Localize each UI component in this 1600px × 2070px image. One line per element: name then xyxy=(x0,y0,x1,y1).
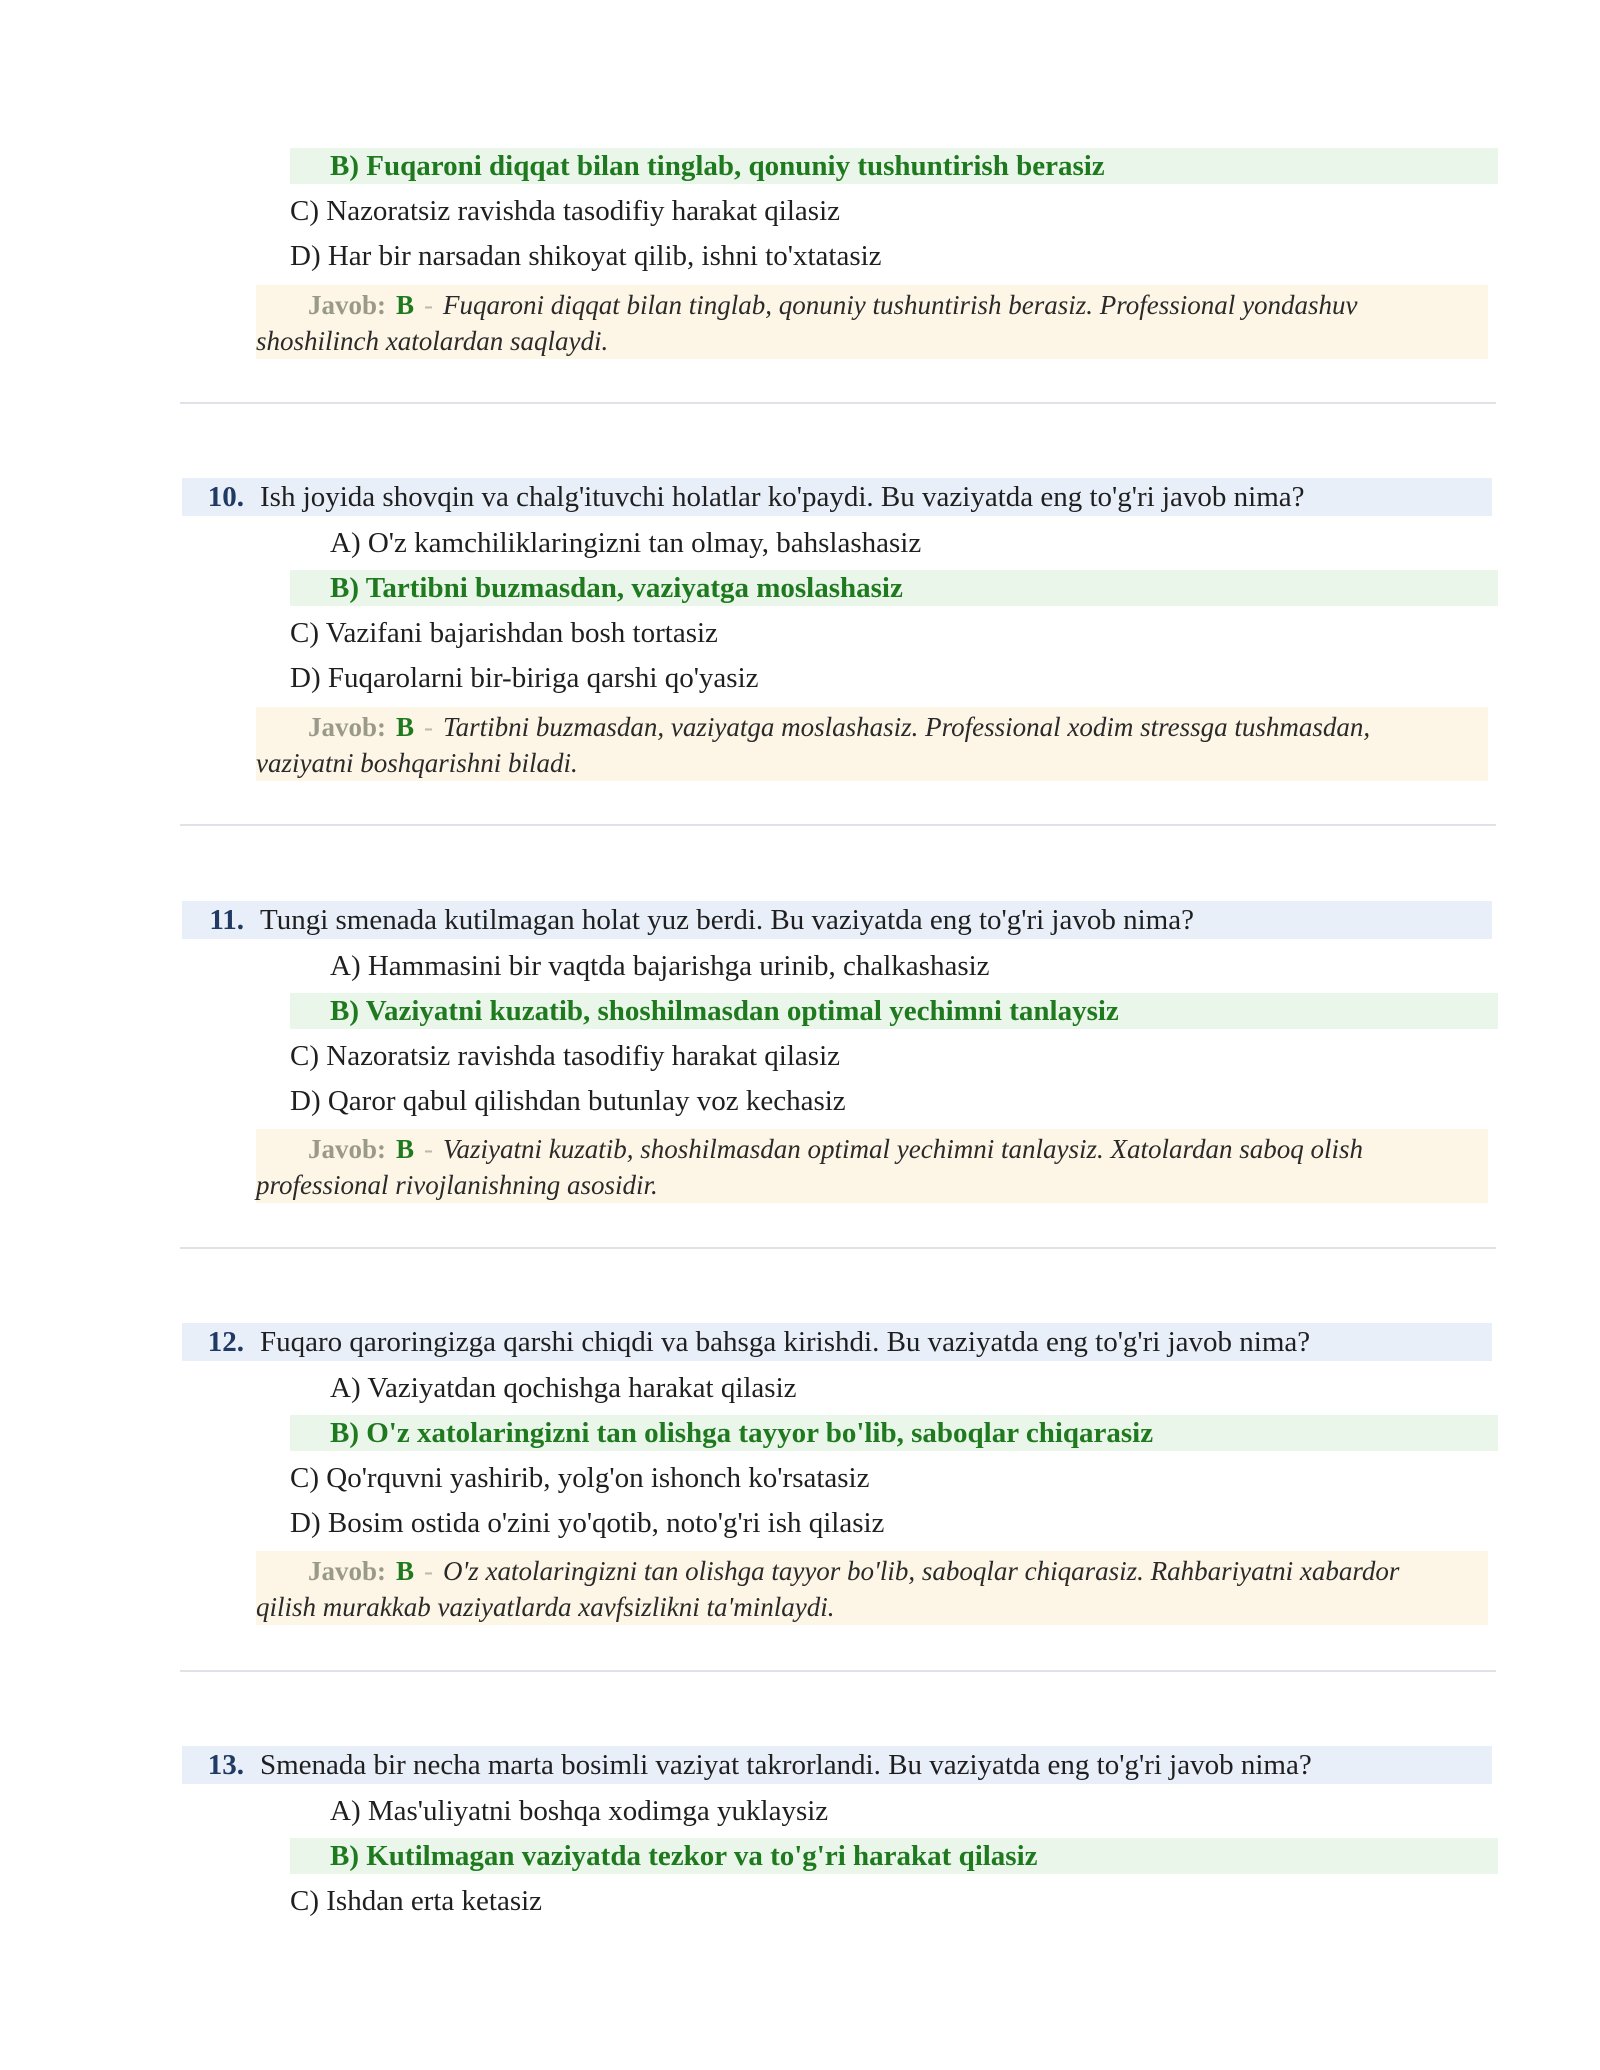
question-number: 12. xyxy=(207,1326,244,1358)
question-number: 13. xyxy=(207,1749,244,1781)
option xyxy=(290,1083,1498,1119)
divider xyxy=(180,402,1496,404)
option-text: C) Vazifani bajarishdan bosh tortasiz xyxy=(290,617,718,649)
option-text: D) Fuqarolarni bir-biriga qarshi qo'yasiz xyxy=(290,662,759,694)
answer-dash: - xyxy=(424,1134,434,1164)
option xyxy=(290,660,1498,696)
option-text: D) Bosim ostida o'zini yo'qotib, noto'g'ri ish qilasiz xyxy=(290,1507,885,1539)
divider xyxy=(180,824,1496,826)
divider xyxy=(180,1247,1496,1249)
option-correct xyxy=(290,1415,1498,1451)
option-text: A) Hammasini bir vaqtda bajarishga urinib, chalkashasiz xyxy=(330,950,990,982)
option-text: A) Vaziyatdan qochishga harakat qilasiz xyxy=(330,1372,797,1404)
answer-dash: - xyxy=(424,712,434,742)
question-number: 11. xyxy=(209,904,244,936)
option-text: A) O'z kamchiliklaringizni tan olmay, bahslashasiz xyxy=(330,527,922,559)
option-text: D) Har bir narsadan shikoyat qilib, ishni to'xtatasiz xyxy=(290,240,882,272)
option xyxy=(290,1505,1498,1541)
option-text: B) O'z xatolaringizni tan olishga tayyor bo'lib, saboqlar chiqarasiz xyxy=(330,1417,1154,1449)
option xyxy=(290,525,1498,561)
option xyxy=(290,948,1498,984)
answer-explanation-line2: professional rivojlanishning asosidir. xyxy=(256,1170,658,1200)
option xyxy=(290,1370,1498,1406)
answer-explanation-line1: Tartibni buzmasdan, vaziyatga moslashasiz. Professional xodim stressga tushmasdan, xyxy=(443,712,1371,742)
answer-box xyxy=(256,1129,1488,1203)
answer-explanation-line2: qilish murakkab vaziyatlarda xavfsizlikni ta'minlaydi. xyxy=(256,1592,835,1622)
answer-letter: B xyxy=(396,1134,415,1164)
option-correct xyxy=(290,993,1498,1029)
question-text: Ish joyida shovqin va chalg'ituvchi holatlar ko'paydi. Bu vaziyatda eng to'g'ri javob nima? xyxy=(260,481,1305,513)
option-text: B) Kutilmagan vaziyatda tezkor va to'g'ri harakat qilasiz xyxy=(330,1840,1038,1872)
option-correct xyxy=(290,1838,1498,1874)
option xyxy=(290,238,1498,274)
answer-box xyxy=(256,1551,1488,1625)
answer-box xyxy=(256,285,1488,359)
answer-explanation-line2: vaziyatni boshqarishni biladi. xyxy=(256,748,578,778)
option xyxy=(290,615,1498,651)
answer-explanation-line1: O'z xatolaringizni tan olishga tayyor bo'lib, saboqlar chiqarasiz. Rahbariyatni xabardor xyxy=(443,1556,1400,1586)
option-text: B) Tartibni buzmasdan, vaziyatga moslashasiz xyxy=(330,572,903,604)
option xyxy=(290,1883,1498,1919)
answer-explanation-line1: Fuqaroni diqqat bilan tinglab, qonuniy tushuntirish berasiz. Professional yondashuv xyxy=(443,290,1358,320)
question-number: 10. xyxy=(207,481,244,513)
option-text: B) Fuqaroni diqqat bilan tinglab, qonuniy tushuntirish berasiz xyxy=(330,150,1105,182)
question-text: Tungi smenada kutilmagan holat yuz berdi. Bu vaziyatda eng to'g'ri javob nima? xyxy=(260,904,1194,936)
option-text: C) Nazoratsiz ravishda tasodifiy harakat qilasiz xyxy=(290,195,840,227)
option-text: A) Mas'uliyatni boshqa xodimga yuklaysiz xyxy=(330,1795,829,1827)
option xyxy=(290,1793,1498,1829)
answer-label: Javob: xyxy=(308,712,387,742)
option xyxy=(290,1460,1498,1496)
answer-dash: - xyxy=(424,290,434,320)
answer-label: Javob: xyxy=(308,1134,387,1164)
answer-explanation-line1: Vaziyatni kuzatib, shoshilmasdan optimal yechimni tanlaysiz. Xatolardan saboq olish xyxy=(443,1134,1364,1164)
answer-label: Javob: xyxy=(308,1556,387,1586)
question-11 xyxy=(182,901,1492,939)
option-text: C) Qo'rquvni yashirib, yolg'on ishonch ko'rsatasiz xyxy=(290,1462,870,1494)
option-text: C) Ishdan erta ketasiz xyxy=(290,1885,543,1917)
answer-label: Javob: xyxy=(308,290,387,320)
answer-letter: B xyxy=(396,712,415,742)
answer-letter: B xyxy=(396,1556,415,1586)
question-12 xyxy=(182,1323,1492,1361)
option-correct xyxy=(290,148,1498,184)
answer-box xyxy=(256,707,1488,781)
answer-explanation-line2: shoshilinch xatolardan saqlaydi. xyxy=(256,326,609,356)
option xyxy=(290,193,1498,229)
divider xyxy=(180,1670,1496,1672)
option-text: D) Qaror qabul qilishdan butunlay voz kechasiz xyxy=(290,1085,846,1117)
option-text: C) Nazoratsiz ravishda tasodifiy harakat qilasiz xyxy=(290,1040,840,1072)
answer-letter: B xyxy=(396,290,415,320)
option-text: B) Vaziyatni kuzatib, shoshilmasdan optimal yechimni tanlaysiz xyxy=(330,995,1119,1027)
option-correct xyxy=(290,570,1498,606)
answer-dash: - xyxy=(424,1556,434,1586)
question-text: Smenada bir necha marta bosimli vaziyat takrorlandi. Bu vaziyatda eng to'g'ri javob nima? xyxy=(260,1749,1312,1781)
option xyxy=(290,1038,1498,1074)
question-10 xyxy=(182,478,1492,516)
question-13 xyxy=(182,1746,1492,1784)
question-text: Fuqaro qaroringizga qarshi chiqdi va bahsga kirishdi. Bu vaziyatda eng to'g'ri javob nima? xyxy=(260,1326,1311,1358)
